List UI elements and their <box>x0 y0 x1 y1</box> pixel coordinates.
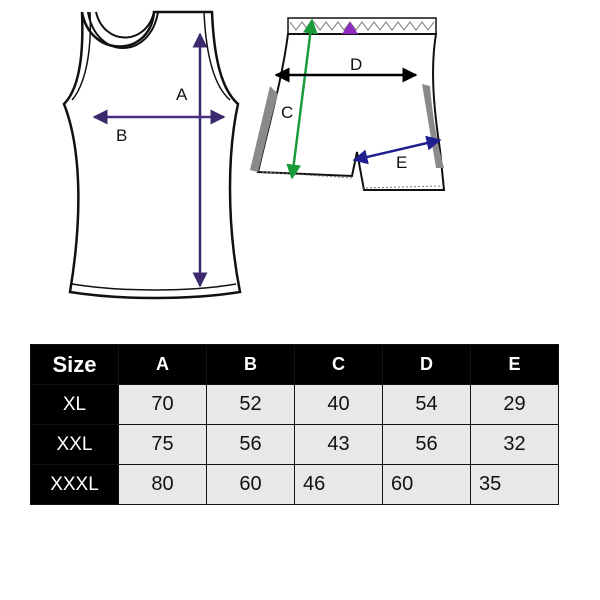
label-d: D <box>350 55 363 74</box>
jersey-outline <box>64 12 240 298</box>
table-row <box>31 385 559 425</box>
cell-xxl-e: 32 <box>471 425 559 465</box>
table-header-row <box>31 345 559 385</box>
cell-xxl-a: 75 <box>119 425 207 465</box>
row-label-xxxl: XXXL <box>31 465 119 505</box>
label-b: B <box>116 126 128 145</box>
header-size: Size <box>31 345 119 385</box>
label-a: A <box>176 85 188 104</box>
shorts-outline <box>250 18 444 190</box>
cell-xxxl-b: 60 <box>207 465 295 505</box>
cell-xxxl-c: 46 <box>295 465 383 505</box>
label-e: E <box>396 153 408 172</box>
row-label-xxl: XXL <box>31 425 119 465</box>
cell-xl-e: 29 <box>471 385 559 425</box>
cell-xxl-d: 56 <box>383 425 471 465</box>
header-c: C <box>295 345 383 385</box>
cell-xl-a: 70 <box>119 385 207 425</box>
cell-xxl-c: 43 <box>295 425 383 465</box>
cell-xxxl-e: 35 <box>471 465 559 505</box>
size-chart-table <box>30 344 559 505</box>
cell-xl-d: 54 <box>383 385 471 425</box>
row-label-xl: XL <box>31 385 119 425</box>
cell-xxxl-a: 80 <box>119 465 207 505</box>
header-d: D <box>383 345 471 385</box>
header-a: A <box>119 345 207 385</box>
cell-xxl-b: 56 <box>207 425 295 465</box>
table-row <box>31 465 559 505</box>
cell-xl-c: 40 <box>295 385 383 425</box>
cell-xxxl-d: 60 <box>383 465 471 505</box>
header-b: B <box>207 345 295 385</box>
label-c: C <box>281 103 294 122</box>
cell-xl-b: 52 <box>207 385 295 425</box>
header-e: E <box>471 345 559 385</box>
table-row <box>31 425 559 465</box>
